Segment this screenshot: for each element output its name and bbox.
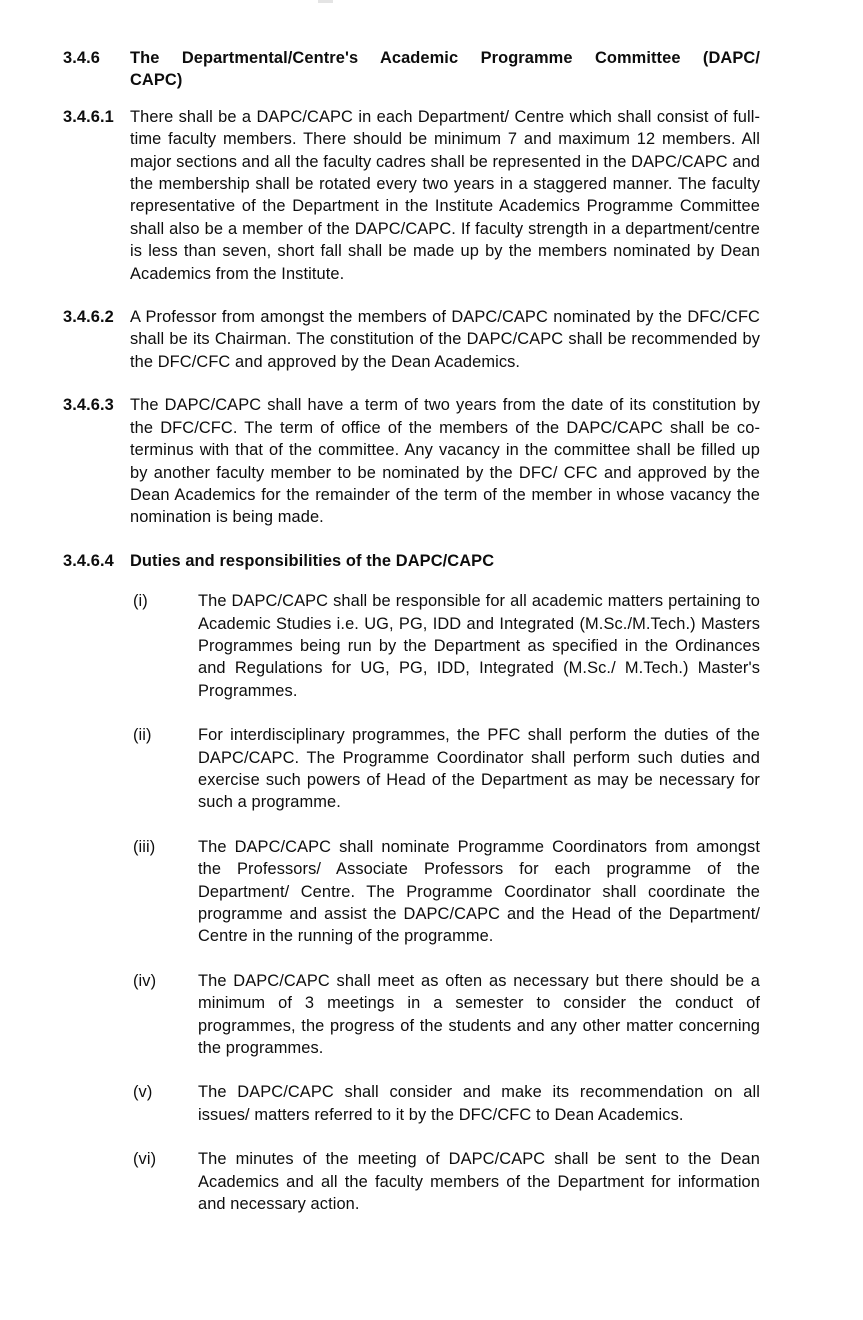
- section-heading-line2: CAPC): [130, 71, 183, 90]
- list-item-text: The DAPC/CAPC shall meet as often as necessary but there should be a minimum of 3 meetings in a semester to consider the conduct of programmes, the progress of the students and any other matter concerning the programmes.: [198, 971, 760, 1058]
- list-item-iii: [133, 836, 760, 948]
- document-content: [63, 47, 760, 1237]
- paragraph-3-4-6-3: [63, 394, 760, 528]
- paragraph-text: There shall be a DAPC/CAPC in each Department/ Centre which shall consist of full-time faculty members. There should be minimum 7 and maximum 12 members. All major sections and all the faculty cadres shall be represented in the DAPC/CAPC and the membership shall be rotated every two years in a staggered manner. The faculty representative of the Department in the Institute Academics Programme Committee shall also be a member of the DAPC/CAPC. If faculty strength in a department/centre is less than seven, short fall shall be made up by the members nominated by Dean Academics from the Institute.: [130, 107, 760, 283]
- list-item-label: (iv): [133, 971, 157, 990]
- subsection-heading-3-4-6-4: [63, 550, 760, 572]
- list-item-text: The minutes of the meeting of DAPC/CAPC shall be sent to the Dean Academics and all the faculty members of the Department for information and necessary action.: [198, 1150, 760, 1214]
- paragraph-number: 3.4.6.4: [63, 551, 114, 570]
- subsection-heading-text: Duties and responsibilities of the DAPC/CAPC: [130, 551, 495, 570]
- list-item-text: For interdisciplinary programmes, the PFC shall perform the duties of the DAPC/CAPC. The Programme Coordinator shall perform such duties and exercise such powers of Head of the Department as may be necessary for such a programme.: [198, 726, 760, 812]
- list-item-text: The DAPC/CAPC shall nominate Programme Coordinators from amongst the Professors/ Associate Professors for each programme of the Department/ Centre. The Programme Coordinator shall coordinate the programme and assist the DAPC/CAPC and the Head of the Department/ Centre in the running of the programme.: [198, 837, 760, 946]
- section-heading: [63, 47, 760, 92]
- paragraph-3-4-6-2: [63, 306, 760, 373]
- list-item-text: The DAPC/CAPC shall be responsible for all academic matters pertaining to Academic Studies i.e. UG, PG, IDD and Integrated (M.Sc./M.Tech.) Masters Programmes being run by the Department as specified in the Ordinances and Regulations for UG, PG, IDD, Integrated (M.Sc./ M.Tech.) Master's Programmes.: [198, 592, 760, 700]
- list-item-label: (i): [133, 592, 148, 611]
- section-heading-line1: The Departmental/Centre's Academic Programme Committee (DAPC/: [130, 49, 760, 67]
- section-heading-text: [130, 47, 760, 92]
- list-item-iv: [133, 970, 760, 1060]
- paragraph-number: 3.4.6.2: [63, 308, 114, 327]
- paragraph-text: A Professor from amongst the members of DAPC/CAPC nominated by the DFC/CFC shall be its Chairman. The constitution of the DAPC/CAPC shall be recommended by the DFC/CFC and approved by the Dean Academics.: [130, 308, 760, 371]
- list-item-vi: [133, 1148, 760, 1215]
- paragraph-number: 3.4.6.3: [63, 396, 114, 415]
- page-scan-artifact: [318, 0, 333, 3]
- list-item-label: (ii): [133, 726, 152, 745]
- list-item-v: [133, 1081, 760, 1126]
- paragraph-3-4-6-1: [63, 106, 760, 285]
- paragraph-text: The DAPC/CAPC shall have a term of two years from the date of its constitution by the DFC/CFC. The term of office of the members of the DAPC/CAPC shall be co-terminus with that of the committee. Any vacancy in the committee shall be filled up by another faculty member to be nominated by the DFC/ CFC and approved by the Dean Academics for the remainder of the term of the member in whose vacancy the nomination is being made.: [130, 396, 760, 527]
- list-item-text: The DAPC/CAPC shall consider and make its recommendation on all issues/ matters referred to it by the DFC/CFC to Dean Academics.: [198, 1083, 760, 1124]
- section-number: 3.4.6: [63, 49, 100, 67]
- list-item-label: (vi): [133, 1150, 157, 1169]
- list-item-label: (v): [133, 1083, 153, 1102]
- duties-list: [63, 590, 760, 1215]
- paragraph-number: 3.4.6.1: [63, 107, 114, 126]
- list-item-i: [133, 590, 760, 702]
- list-item-label: (iii): [133, 837, 156, 856]
- list-item-ii: [133, 724, 760, 814]
